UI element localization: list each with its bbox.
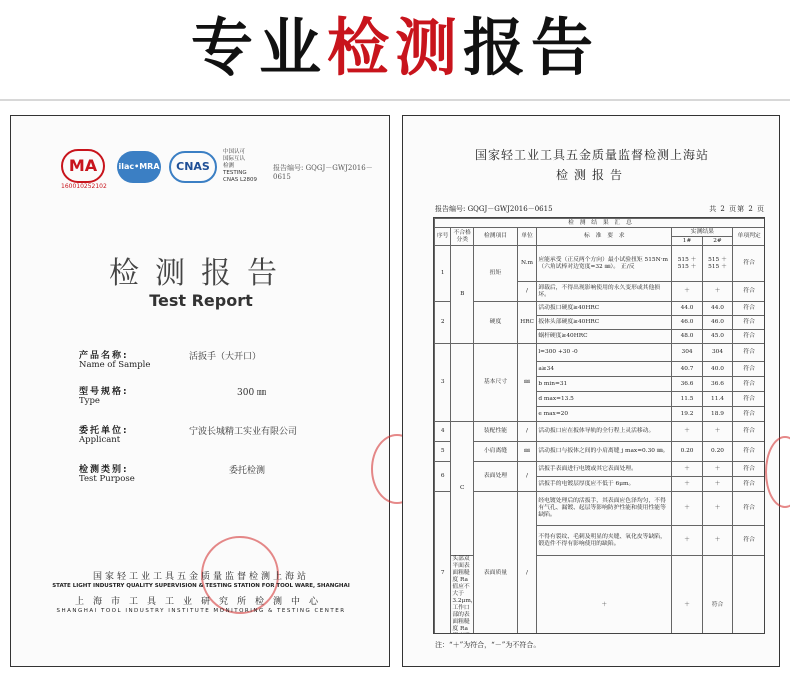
cover-report-no: 报告编号: GQGJ－GWJ2016－0615 <box>273 164 373 181</box>
cnas-line: 检测 <box>223 163 235 169</box>
cell-verdict: 符合 <box>733 477 765 492</box>
summary-title: 国家轻工业工具五金质量监督检测上海站 <box>474 148 709 162</box>
cell-result-2: ＋ <box>702 462 732 477</box>
cell-unit: / <box>517 492 537 635</box>
cell-result-2: 304 <box>702 344 732 362</box>
table-row <box>435 344 766 362</box>
requirement-text: 应能承受（正反两个方向）最小试验扭矩 515N·m（六角试棒对边宽度=32 ㎜）。 <box>538 256 668 270</box>
cell-result-2: ＋ <box>702 477 732 492</box>
cell-verdict: 符合 <box>733 282 765 302</box>
cell-requirement: b min=31 <box>537 377 672 392</box>
cell-result-1: ＋ <box>672 492 702 526</box>
cell-requirement: 活动扳口硬度≥40HRC <box>537 302 672 316</box>
cell-unit: N.m <box>517 246 537 282</box>
org2-name-en: SHANGHAI TOOL INDUSTRY INSTITUTE MONITORING & TESTING CENTER <box>56 608 346 614</box>
table-row <box>435 422 766 442</box>
cell-result-2: 0.20 <box>702 442 732 462</box>
cell-requirement: 经电镀处理后的活扳手，其表面应色泽均匀，不得有气孔、漏镀、起层等影响防护性能和使用性能等缺陷。 <box>537 492 672 526</box>
ilac-mra-logo: ilac•MRA <box>117 151 161 183</box>
header-verdict: 单项判定 <box>733 228 765 246</box>
result-value: 515 ＋ <box>708 256 727 263</box>
cell-item: 小肩离缝 <box>474 442 518 462</box>
report-summary-page <box>402 115 780 667</box>
result-value: 515 ＋ <box>677 263 697 270</box>
cell-result-1: 11.5 <box>672 392 702 407</box>
field-value: 活扳手（大开口） <box>189 352 262 362</box>
cell-result-2 <box>702 246 732 282</box>
header-seq: 序号 <box>435 228 451 246</box>
org-name-cn: 国家轻工业工具五金质量监督检测上海站 <box>92 572 309 582</box>
cell-result-1: ＋ <box>672 282 702 302</box>
cell-result-2: 40.0 <box>702 362 732 377</box>
table-row <box>435 462 766 477</box>
field-label-en: Applicant <box>79 435 121 445</box>
field-value: 宁波长城精工实业有限公司 <box>189 427 298 437</box>
result-value: 515 ＋ <box>677 256 697 263</box>
cell-result-1: 19.2 <box>672 407 702 422</box>
cell-result-2: 44.0 <box>702 302 732 316</box>
cell-seq: 2 <box>435 302 451 344</box>
red-seal-stamp-edge <box>765 436 790 508</box>
cell-result-2: 36.6 <box>702 377 732 392</box>
results-table <box>433 217 765 634</box>
cell-result-1: 40.7 <box>672 362 702 377</box>
table-caption: 检 测 结 果 汇 总 <box>435 219 766 228</box>
field-label: 产品名称: <box>79 351 129 361</box>
cma-logo: MA <box>61 149 105 183</box>
cell-unit: / <box>517 422 537 442</box>
cell-unit: HRC <box>517 302 537 344</box>
field-type <box>79 384 369 414</box>
cnas-line: TESTING <box>223 170 247 176</box>
field-label: 委托单位: <box>79 426 129 436</box>
cell-verdict: 符合 <box>733 362 765 377</box>
field-label: 型号规格: <box>79 387 129 397</box>
cell-result-2: ＋ <box>702 282 732 302</box>
cell-unit: / <box>517 462 537 492</box>
cell-result-2: ＋ <box>702 422 732 442</box>
cell-verdict: 符合 <box>733 344 765 362</box>
field-applicant <box>79 423 369 453</box>
cell-requirement: 不得有裂纹、毛刺及明显的夹缝、氧化皮等缺陷，锻造件不得有影响使用的缺陷。 <box>537 526 672 556</box>
cnas-line: 国际互认 <box>223 156 246 162</box>
cell-requirement: 活动扳口应在扳体导轨的全行程上灵活移动。 <box>537 422 672 442</box>
cell-requirement: e max=20 <box>537 407 672 422</box>
cell-result-1: ＋ <box>672 477 702 492</box>
cell-requirement: 扳体头部硬度≥40HRC <box>537 316 672 330</box>
cell-verdict: 符合 <box>733 302 765 316</box>
cell-unit: ㎜ <box>517 344 537 422</box>
cell-requirement: 卸载后，不得出现影响使用的永久变形或其他损坏。 <box>537 282 672 302</box>
field-test-purpose <box>79 462 369 492</box>
field-label-en: Type <box>79 396 100 406</box>
field-value: 委托检测 <box>229 466 266 476</box>
cnas-line: CNAS L2809 <box>223 177 258 183</box>
header-unit: 单位 <box>517 228 537 246</box>
cma-number: 160010252102 <box>61 183 107 190</box>
cell-result-2: 46.0 <box>702 316 732 330</box>
banner <box>0 0 790 96</box>
table-row <box>435 492 766 526</box>
cnas-text <box>223 149 257 184</box>
cell-item: 表面处理 <box>474 462 518 492</box>
cnas-line: 中国认可 <box>223 149 246 155</box>
field-label-en: Test Purpose <box>79 474 135 484</box>
summary-page-number: 共 2 页第 2 页 <box>709 205 765 213</box>
cell-verdict: 符合 <box>733 526 765 556</box>
cell-requirement: a≥34 <box>537 362 672 377</box>
cell-result-1: ＋ <box>672 462 702 477</box>
cnas-logo: CNAS <box>169 151 217 183</box>
cover-title-en: Test Report <box>149 291 253 310</box>
cell-result-1: 304 <box>672 344 702 362</box>
header-sample-2: 2# <box>702 237 732 246</box>
cell-requirement: 活扳手表面进行电镀或其它表面处理。 <box>537 462 672 477</box>
cell-result-1: 44.0 <box>672 302 702 316</box>
field-sample-name <box>79 348 369 378</box>
cell-result-2: 45.0 <box>702 330 732 344</box>
cell-result-2: 18.9 <box>702 407 732 422</box>
side-label: 反 <box>628 263 635 270</box>
report-cover <box>10 115 390 667</box>
cell-seq: 7 <box>435 492 451 635</box>
header-requirement: 标 准 要 求 <box>537 228 672 246</box>
table-row <box>435 302 766 316</box>
cell-requirement: 活扳手的电镀层厚度应不低于 6μm。 <box>537 477 672 492</box>
cell-verdict: 符合 <box>733 407 765 422</box>
cell-result-1: 48.0 <box>672 330 702 344</box>
summary-report-no: 报告编号: GQGJ－GWJ2016－0615 <box>435 205 553 213</box>
cell-requirement: 蜗杆硬度≥40HRC <box>537 330 672 344</box>
cell-verdict: 符合 <box>733 330 765 344</box>
cell-verdict: 符合 <box>733 462 765 477</box>
cell-result-1: 46.0 <box>672 316 702 330</box>
summary-subtitle: 检测报告 <box>555 168 628 182</box>
cell-category: C <box>451 422 474 556</box>
cell-result-1: ＋ <box>672 526 702 556</box>
cell-requirement: 活动扳口与扳体之间的小肩离缝 j max=0.30 ㎜。 <box>537 442 672 462</box>
header-item: 检测项目 <box>474 228 518 246</box>
cell-verdict: 符合 <box>733 377 765 392</box>
cell-result-1: ＋ <box>537 556 672 635</box>
cell-item: 硬度 <box>474 302 518 344</box>
field-label-en: Name of Sample <box>79 360 151 370</box>
banner-title-part: 专业 <box>190 11 327 84</box>
cell-result-1: 36.6 <box>672 377 702 392</box>
cell-verdict: 符合 <box>733 246 765 282</box>
cell-seq: 1 <box>435 246 451 302</box>
cell-verdict: 符合 <box>733 422 765 442</box>
cell-requirement: d max=13.5 <box>537 392 672 407</box>
cell-category: B <box>451 246 474 344</box>
banner-title <box>0 0 790 96</box>
cover-title-cn: 检测报告 <box>109 256 293 291</box>
cell-result-1: ＋ <box>672 422 702 442</box>
banner-title-highlight: 检测 <box>326 11 463 84</box>
cell-requirement: 头部双平面表面粗糙度 Ra 值应不大于 3.2μm，工作口部的表面粗糙度 Ra <box>451 556 474 635</box>
table-note: 注：“＋”为符合，“－”为不符合。 <box>435 641 541 649</box>
cell-result-1 <box>672 246 702 282</box>
cell-seq: 5 <box>435 442 451 462</box>
cell-requirement: 应能承受（正反两个方向）最小试验扭矩 515N·m（六角试棒对边宽度=32 ㎜）。 正/反 <box>537 246 672 282</box>
divider <box>0 99 790 101</box>
field-value: 300 ㎜ <box>237 388 267 398</box>
cell-result-1: 0.20 <box>672 442 702 462</box>
cell-result-2: ＋ <box>702 492 732 526</box>
cell-verdict: 符合 <box>733 442 765 462</box>
cell-verdict: 符合 <box>702 556 732 635</box>
cell-unit: ㎜ <box>517 442 537 462</box>
cell-verdict: 符合 <box>733 316 765 330</box>
table-row <box>435 246 766 282</box>
cell-result-2: 11.4 <box>702 392 732 407</box>
cell-item: 装配性能 <box>474 422 518 442</box>
cell-result-2: ＋ <box>672 556 702 635</box>
header-sample-1: 1# <box>672 237 702 246</box>
cell-unit: / <box>517 282 537 302</box>
banner-title-part: 报告 <box>463 11 600 84</box>
cell-category-blank <box>451 344 474 422</box>
field-label: 检测类别: <box>79 465 129 475</box>
cell-verdict: 符合 <box>733 392 765 407</box>
header-measured: 实测结果 <box>672 228 733 237</box>
cell-seq: 6 <box>435 462 451 492</box>
cell-seq: 3 <box>435 344 451 422</box>
cell-result-2: ＋ <box>702 526 732 556</box>
result-value: 515 ＋ <box>708 263 727 270</box>
side-label: 正 <box>620 263 627 270</box>
cell-seq: 4 <box>435 422 451 442</box>
table-row <box>435 442 766 462</box>
cell-item: 表面质量 <box>474 492 518 635</box>
header-category: 不合格分类 <box>451 228 474 246</box>
cell-item: 扭矩 <box>474 246 518 302</box>
cell-verdict: 符合 <box>733 492 765 526</box>
logo-row <box>61 149 381 189</box>
org2-name-cn: 上海市工具工业研究所检测中心 <box>74 597 327 607</box>
cell-requirement: l=300 +30 -0 <box>537 344 672 362</box>
org-name-en: STATE LIGHT INDUSTRY QUALITY SUPERVISION & TESTING STATION FOR TOOL WARE, SHANGHAI <box>52 583 350 589</box>
cell-item: 基本尺寸 <box>474 344 518 422</box>
